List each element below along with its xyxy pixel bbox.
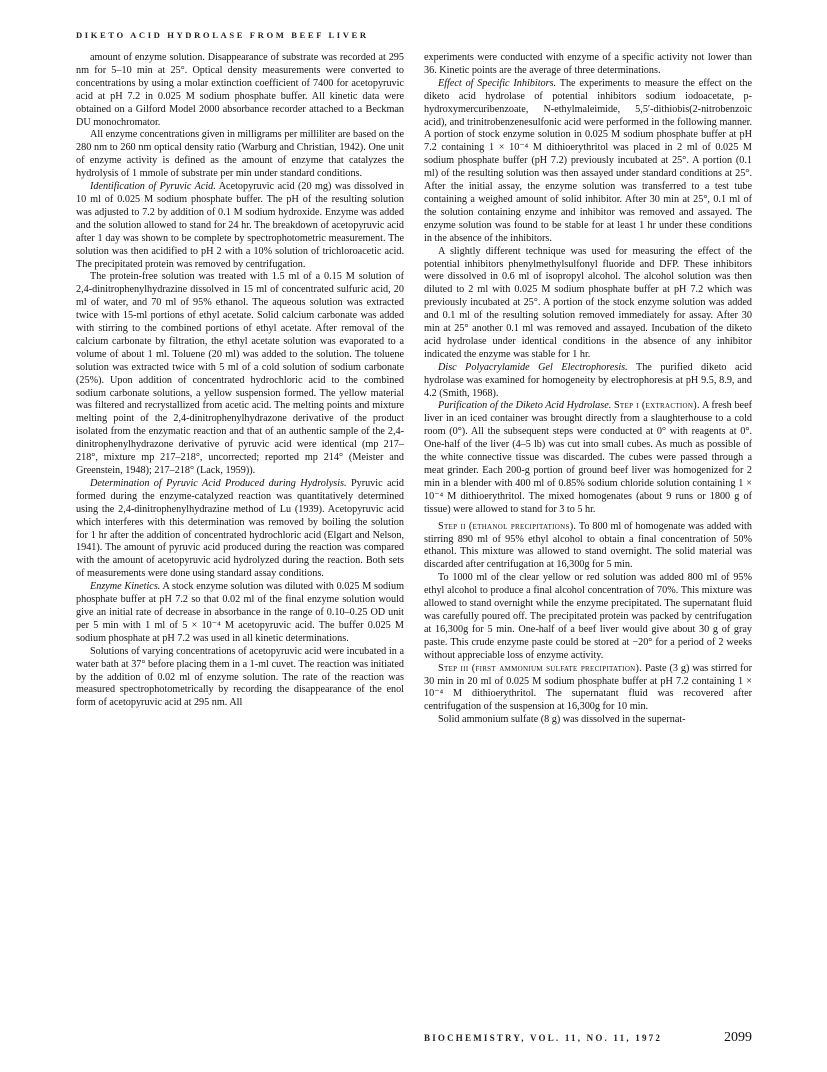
left-column bbox=[76, 52, 404, 710]
paragraph-text: amount of enzyme solution. Disappearance of substrate was recorded at 295 nm for 5–10 min at 25°. Optical density measurements were converted to concentrations by using a molar extinction coefficient of 7400 for acetopyruvic acid at pH 7.2 in 0.025 M sodium phosphate buffer. All kinetic data were obtained on a Gilford Model 2000 absorbance recorder attached to a Beckman DU monochromator. bbox=[76, 52, 404, 128]
paragraph bbox=[424, 362, 752, 401]
section-heading: Disc Polyacrylamide Gel Electrophoresis. bbox=[438, 361, 628, 373]
journal-citation: BIOCHEMISTRY, VOL. 11, NO. 11, 1972 bbox=[424, 1033, 663, 1043]
paragraph bbox=[76, 646, 404, 711]
paragraph bbox=[76, 581, 404, 646]
section-heading: Identification of Pyruvic Acid. bbox=[90, 181, 216, 193]
page-footer bbox=[424, 1030, 752, 1046]
paragraph-text: Solid ammonium sulfate (8 g) was dissolved in the supernat- bbox=[438, 714, 686, 726]
section-heading: Purification of the Diketo Acid Hydrolase. bbox=[438, 400, 612, 412]
paragraph bbox=[424, 572, 752, 662]
paragraph-text: experiments were conducted with enzyme of a specific activity not lower than 36. Kinetic points are the average of three determinations. bbox=[424, 52, 752, 76]
paragraph bbox=[76, 478, 404, 581]
paragraph bbox=[424, 521, 752, 573]
page-number: 2099 bbox=[724, 1030, 752, 1045]
paragraph-text: Acetopyruvic acid (20 mg) was dissolved in 10 ml of 0.025 M sodium phosphate buffer. The pH of the resulting solution was adjusted to 7.2 by addition of 0.1 M sodium hydroxide. Enzyme was added and the solution allowed to stand for 24 hr. The breakdown of acetopyruvic acid after 1 day was shown to be complete by spectrophotometric measurement. The solution was then acidified to pH 2 with a 10% solution of trichloroacetic acid. The precipitated protein was removed by centrifugation. bbox=[76, 181, 404, 270]
paragraph bbox=[424, 400, 752, 516]
paragraph-text: A stock enzyme solution was diluted with 0.025 M sodium phosphate buffer at pH 7.2 so that 0.02 ml of the final enzyme solution would give an initial rate of decrease in absorbance in the range of 0.10–0.25 OD unit per 5 min with 1 ml of 5 × 10⁻⁴ M acetopyruvic acid. The buffer 0.025 M sodium phosphate at pH 7.2 was used in all kinetic determinations. bbox=[76, 581, 404, 644]
paragraph-text: The protein-free solution was treated with 1.5 ml of a 0.15 M solution of 2,4-dinitrophenylhydrazine dissolved in 15 ml of concentrated sulfuric acid, 20 ml of water, and 70 ml of 95% ethanol. The aqueous solution was extracted twice with 15-ml portions of ethyl acetate. Solid calcium carbonate was added with stirring to the combined portions of ethyl acetate. After removal of the calcium carbonate by filtration, the ethyl acetate solution was evaporated to a volume of about 1 ml. Toluene (20 ml) was added to the solution. The toluene solution was extracted twice with 5 ml of a cold solution of sodium carbonate (25%). Upon addition of concentrated hydrochloric acid to the combined sodium carbonate solutions, a yellow suspension formed. The yellow material was filtered and recrystallized from acetic acid. The melting points and mixture melting point of the 2,4-dinitrophenylhydrazone derivative of the product isolated from the enzymatic reaction and that of an authentic sample of the 2,4-dinitrophenylhydrazone derivative of pyruvic acid were identical (mp 217–218°, mixture mp 217–218°, uncorrected; reported mp 214° (Meister and Greenstein, 1948); 217–218° (Lack, 1959)). bbox=[76, 271, 404, 476]
paragraph bbox=[424, 78, 752, 246]
step-heading: Step ii (ethanol precipitations). bbox=[438, 520, 577, 532]
paragraph-text: The experiments to measure the effect on the diketo acid hydrolase of potential inhibitors sodium iodoacetate, p-hydroxymercuribenzoate, N-ethylmaleimide, 5,5′-dithiobis(2-nitrobenzoic acid), and trinitrobenzenesulfonic acid were performed in the following manner. A portion of stock enzyme solution in 0.025 M sodium phosphate buffer at pH 7.2 containing 1 × 10⁻⁴ M dithioerythritol was placed in 2 ml of 0.025 M sodium phosphate buffer (pH 7.2) previously incubated at 25°. A portion (0.1 ml) of the resulting solution was then assayed under standard conditions at 25°. After the initial assay, the enzyme solution was transferred to a test tube containing a weighed amount of solid inhibitor. After 30 min at 25°, 0.1 ml of the solution containing enzyme and inhibitor was removed and assayed. The enzyme solution was found to be stable for at least 1 hr under these conditions in the absence of the inhibitors. bbox=[424, 77, 752, 244]
paragraph-text: A slightly different technique was used for measuring the effect of the potential inhibitors phenylmethylsulfonyl fluoride and DFP. These inhibitors were dissolved in 0.6 ml of isopropyl alcohol. The alcohol solution was then diluted to 2 ml with 0.025 M sodium phosphate buffer at pH 7.2 which was previously incubated at 25°. A portion of the stock enzyme solution was added and 0.1 ml of the resulting solution removed immediately for assay. After 30 min at 25° another 0.1 ml was removed and assayed. Incubation of the diketo acid hydrolase under identical conditions in the absence of any inhibitor indicated the enzyme was stable for 1 hr. bbox=[424, 245, 752, 360]
paragraph bbox=[76, 129, 404, 181]
paragraph bbox=[424, 714, 752, 727]
paragraph-text: The purified diketo acid hydrolase was examined for homogeneity by electrophoresis at pH 9.5, 8.9, and 4.2 (Smith, 1968). bbox=[424, 361, 752, 399]
paragraph-text: Pyruvic acid formed during the enzyme-catalyzed reaction was quantitatively determined using the 2,4-dinitrophenylhydrazine method of Lu (1939). Acetopyruvic acid which interferes with this determination was removed by boiling the solution for 1 hr after the addition of concentrated hydrochloric acid (Elgart and Nelson, 1941). The amount of pyruvic acid produced during the reaction was compared with the amount of acetopyruvic acid hydrolyzed during the reaction. Both sets of measurements were done using standard assay conditions. bbox=[76, 477, 404, 580]
paragraph bbox=[424, 246, 752, 362]
paragraph-text: Paste (3 g) was stirred for 30 min in 20 ml of 0.025 M sodium phosphate buffer at pH 7.2 containing 1 × 10⁻⁴ M dithioerythritol. The supernatant fluid was recovered after centrifugation of the suspension at 16,300g for 10 min. bbox=[424, 662, 753, 713]
section-heading: Enzyme Kinetics. bbox=[90, 581, 161, 593]
running-head: DIKETO ACID HYDROLASE FROM BEEF LIVER bbox=[76, 30, 369, 40]
paragraph-text: To 800 ml of homogenate was added with stirring 890 ml of 95% ethyl alcohol to obtain a final concentration of 50% ethanol. This mixture was allowed to stand overnight. The solid material was discarded after centrifugation at 16,300g for 5 min. bbox=[424, 520, 752, 571]
paragraph bbox=[76, 52, 404, 129]
paragraph bbox=[424, 52, 752, 78]
paragraph-text: Solutions of varying concentrations of acetopyruvic acid were incubated in a water bath at 37° before placing them in a 1-ml cuvet. The reaction was initiated by the addition of 0.02 ml of enzyme solution. The rate of the reaction was measured spectrophotometrically by recording the disappearance of the enol form of acetopyruvic acid at 295 nm. All bbox=[76, 645, 404, 709]
step-heading: Step i (extraction). bbox=[613, 400, 700, 412]
section-heading: Determination of Pyruvic Acid Produced during Hydrolysis. bbox=[90, 477, 347, 489]
right-column bbox=[424, 52, 752, 727]
paragraph bbox=[76, 181, 404, 271]
paragraph bbox=[424, 663, 752, 715]
step-heading: Step iii (first ammonium sulfate precipitation). bbox=[438, 662, 643, 674]
paragraph-text: A fresh beef liver in an iced container was brought directly from a slaughterhouse to a cold room (0°). All the subsequent steps were conducted at 0° with reagents at 0°. One-half of the liver (4–5 lb) was cut into small cubes. As much as possible of the white connective tissue was discarded. The cubes were passed through a meat grinder. Each 200-g portion of ground beef liver was homogenized for 2 min in a blender with 400 ml of 0.85% sodium chloride solution containing 1 × 10⁻⁴ M dithioerythritol. The mixed homogenates (about 9 runs or 1800 g of tissue) were allowed to stand for 3 to 5 hr. bbox=[424, 400, 752, 515]
section-heading: Effect of Specific Inhibitors. bbox=[438, 77, 557, 89]
paragraph-text: All enzyme concentrations given in milligrams per milliliter are based on the 280 nm to 260 nm optical density ratio (Warburg and Christian, 1942). One unit of enzyme activity is defined as the amount of enzyme that catalyzes the hydrolysis of 1 mmole of substrate per min under standard conditions. bbox=[76, 129, 404, 180]
paragraph bbox=[76, 271, 404, 478]
paragraph-text: To 1000 ml of the clear yellow or red solution was added 800 ml of 95% ethyl alcohol to produce a final alcohol concentration of 70%. This mixture was allowed to stand overnight while the enzyme precipitated. The supernatant fluid was carefully poured off. The precipitated protein was packed by centrifugation at 16,300g for 5 min. One-half of a beef liver would give about 30 g of gray paste. This crude enzyme paste could be stored at −20° for a period of 2 weeks without appreciable loss of enzyme activity. bbox=[424, 572, 752, 661]
